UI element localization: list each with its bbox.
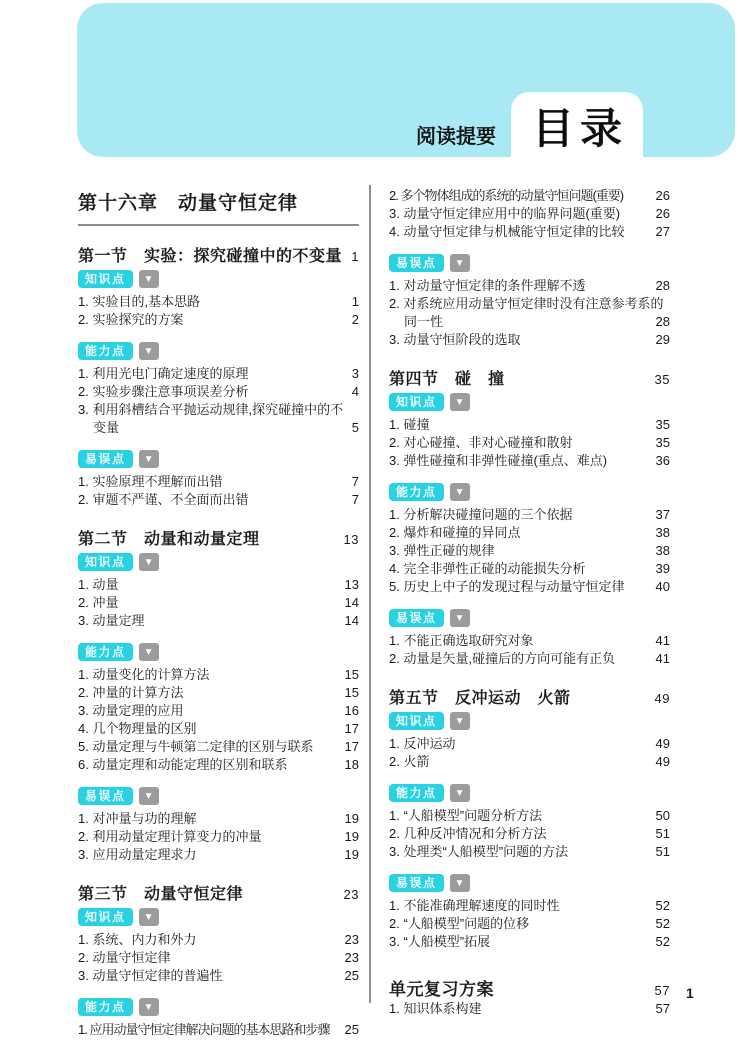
page-number: 28: [655, 278, 670, 293]
page-number: 41: [655, 651, 670, 666]
item-text: 1. 不能准确理解速度的同时性: [389, 898, 560, 913]
toc-item: [78, 756, 359, 774]
toc-item: [78, 576, 359, 594]
toc-item: [78, 1021, 359, 1039]
page-number: 35: [655, 435, 670, 450]
page-number: 51: [655, 844, 670, 859]
toc-item: [78, 311, 359, 329]
section-title: 单元复习方案: [389, 980, 494, 999]
item-text: 2. 冲量: [78, 595, 119, 610]
dropdown-triangle-icon: ▼: [450, 609, 470, 627]
toc-item: [389, 632, 670, 650]
toc-item: [389, 187, 670, 205]
item-text: 1. 对动量守恒定律的条件理解不透: [389, 278, 586, 293]
item-text: 1. 知识体系构建: [389, 1001, 482, 1016]
dropdown-triangle-icon: ▼: [450, 483, 470, 501]
item-text: 1. 动量变化的计算方法: [78, 667, 210, 682]
item-text: 1. 实验原理不理解而出错: [78, 474, 223, 489]
page-number: 23: [343, 887, 359, 902]
badge-row: [389, 254, 670, 272]
toc-item: [389, 542, 670, 560]
toc-section-heading: [78, 243, 359, 266]
page-number: 7: [351, 474, 359, 489]
item-text: 3. 弹性正碰的规律: [389, 543, 495, 558]
item-text: 3. 应用动量定理求力: [78, 847, 197, 862]
knowledge-badge: 知识点: [78, 553, 133, 571]
page-number: 16: [344, 703, 359, 718]
item-text: 2. 实验探究的方案: [78, 312, 184, 327]
item-text: 3. 动量守恒定律应用中的临界问题(重要): [389, 206, 621, 221]
toc-item: [78, 931, 359, 949]
toc-item: [389, 223, 670, 241]
ability-badge: 能力点: [78, 643, 133, 661]
page-number: 15: [344, 685, 359, 700]
badge-row: [78, 998, 359, 1016]
item-text: 1. 系统、内力和外力: [78, 932, 197, 947]
ability-badge: 能力点: [78, 998, 133, 1016]
toc-item: [78, 828, 359, 846]
page-number: 13: [343, 532, 359, 547]
toc-item: [389, 277, 670, 295]
toc-item: [78, 401, 359, 437]
badge-row: [78, 908, 359, 926]
page-number: 25: [344, 968, 359, 983]
ability-badge: 能力点: [389, 784, 444, 802]
item-text: 2. 实验步骤注意事项误差分析: [78, 384, 249, 399]
page-number: 39: [655, 561, 670, 576]
toc-item: [78, 365, 359, 383]
knowledge-badge: 知识点: [78, 908, 133, 926]
ability-badge: 能力点: [389, 483, 444, 501]
item-text: 1. 应用动量守恒定律解决问题的基本思路和步骤: [78, 1022, 330, 1037]
toc-title-box: [511, 92, 643, 160]
badge-row: [389, 609, 670, 627]
item-text: 6. 动量定理和动能定理的区别和联系: [78, 757, 288, 772]
page-number: 28: [655, 314, 670, 329]
item-text: 2. 爆炸和碰撞的异同点: [389, 525, 521, 540]
error-badge: 易误点: [389, 609, 444, 627]
toc-section-heading: [389, 685, 670, 708]
dropdown-triangle-icon: ▼: [139, 270, 159, 288]
page-number: 19: [344, 811, 359, 826]
item-text: 2. “人船模型”问题的位移: [389, 916, 530, 931]
dropdown-triangle-icon: ▼: [139, 553, 159, 571]
item-text: 2. 动量是矢量,碰撞后的方向可能有正负: [389, 651, 616, 666]
section-title: 第一节 实验：探究碰撞中的不变量: [78, 248, 343, 265]
item-continuation: [389, 313, 670, 331]
toc-item: [389, 524, 670, 542]
item-text: 5. 动量定理与牛顿第二定律的区别与联系: [78, 739, 314, 754]
item-text: 1. 对冲量与功的理解: [78, 811, 197, 826]
item-text: 3. 弹性碰撞和非弹性碰撞(重点、难点): [389, 453, 608, 468]
badge-row: [389, 483, 670, 501]
page-number: 49: [655, 754, 670, 769]
knowledge-badge: 知识点: [78, 270, 133, 288]
toc-item: [78, 684, 359, 702]
chapter-title: 第十六章 动量守恒定律: [78, 193, 299, 214]
page-number: 7: [351, 492, 359, 507]
item-text: 2. 审题不严谨、不全面而出错: [78, 492, 249, 507]
item-text: 4. 几个物理量的区别: [78, 721, 197, 736]
toc-item: [389, 331, 670, 349]
dropdown-triangle-icon: ▼: [139, 342, 159, 360]
dropdown-triangle-icon: ▼: [450, 254, 470, 272]
toc-item: [78, 720, 359, 738]
page-title: 目录: [531, 105, 628, 152]
toc-item: [78, 491, 359, 509]
section-title: 第二节 动量和动量定理: [78, 531, 260, 548]
reading-summary-label: 阅读提要: [416, 126, 496, 148]
page-number: 40: [655, 579, 670, 594]
page-number: 52: [655, 898, 670, 913]
item-text: 2. 对系统应用动量守恒定律时没有注意参考系的: [389, 296, 664, 311]
page-number: 14: [344, 613, 359, 628]
toc-item: [389, 205, 670, 223]
dropdown-triangle-icon: ▼: [450, 393, 470, 411]
item-text: 同一性: [404, 314, 444, 329]
item-continuation: [78, 419, 359, 437]
toc-item: [389, 897, 670, 915]
error-badge: 易误点: [78, 787, 133, 805]
page-number: 41: [655, 633, 670, 648]
item-text: 3. 动量定理的应用: [78, 703, 184, 718]
item-text: 2. 对心碰撞、非对心碰撞和散射: [389, 435, 573, 450]
page-number: 4: [351, 384, 359, 399]
dropdown-triangle-icon: ▼: [450, 874, 470, 892]
item-text: 3. 处理类“人船模型”问题的方法: [389, 844, 569, 859]
toc-item: [78, 293, 359, 311]
page-number: 1: [351, 249, 359, 264]
toc-item: [389, 933, 670, 951]
toc-item: [389, 843, 670, 861]
page-number: 36: [655, 453, 670, 468]
page-number: 29: [655, 332, 670, 347]
toc-section-heading: [389, 975, 670, 1000]
error-badge: 易误点: [389, 874, 444, 892]
dropdown-triangle-icon: ▼: [139, 908, 159, 926]
toc-item: [78, 383, 359, 401]
toc-item: [389, 434, 670, 452]
dropdown-triangle-icon: ▼: [450, 784, 470, 802]
item-text: 3. 动量守恒阶段的选取: [389, 332, 521, 347]
toc-item: [389, 416, 670, 434]
toc-item: [389, 506, 670, 524]
toc-item: [78, 702, 359, 720]
toc-item: [78, 967, 359, 985]
badge-row: [389, 874, 670, 892]
toc-item: [389, 807, 670, 825]
toc-column-left: [78, 187, 359, 1039]
toc-item: [78, 473, 359, 491]
toc-section-heading: [78, 526, 359, 549]
page-number: 27: [655, 224, 670, 239]
section-title: 第五节 反冲运动 火箭: [389, 690, 571, 707]
item-text: 1. 不能正确选取研究对象: [389, 633, 534, 648]
badge-row: [78, 553, 359, 571]
badge-row: [389, 712, 670, 730]
toc-item: [389, 650, 670, 668]
page-number: 25: [344, 1022, 359, 1037]
page-number: 38: [655, 525, 670, 540]
dropdown-triangle-icon: ▼: [139, 998, 159, 1016]
toc-item: [389, 753, 670, 771]
badge-row: [78, 342, 359, 360]
item-text: 2. 几种反冲情况和分析方法: [389, 826, 547, 841]
toc-section-heading: [389, 366, 670, 389]
page-number: 23: [344, 950, 359, 965]
page-number: 35: [654, 372, 670, 387]
page-number: 1: [351, 294, 359, 309]
item-text: 1. 分析解决碰撞问题的三个依据: [389, 507, 573, 522]
page-number: 17: [344, 739, 359, 754]
toc-item: [389, 452, 670, 470]
badge-row: [389, 784, 670, 802]
toc-item: [78, 949, 359, 967]
dropdown-triangle-icon: ▼: [139, 643, 159, 661]
page-number: 57: [655, 1001, 670, 1016]
page-number: 13: [344, 577, 359, 592]
toc-column-right: [389, 187, 670, 1018]
page-number: 14: [344, 595, 359, 610]
toc-item: [389, 560, 670, 578]
badge-row: [78, 270, 359, 288]
page-number: 5: [351, 420, 359, 435]
item-text: 1. 动量: [78, 577, 119, 592]
item-text: 2. 冲量的计算方法: [78, 685, 184, 700]
page-number: 2: [351, 312, 359, 327]
toc-item: [78, 810, 359, 828]
footer-page-number: 1: [686, 985, 694, 1001]
page-number: 18: [344, 757, 359, 772]
dropdown-triangle-icon: ▼: [139, 450, 159, 468]
toc-item: [78, 612, 359, 630]
column-divider: [369, 185, 371, 1003]
page-number: 37: [655, 507, 670, 522]
error-badge: 易误点: [389, 254, 444, 272]
page-number: 49: [654, 691, 670, 706]
toc-section-heading: [78, 881, 359, 904]
page-number: 15: [344, 667, 359, 682]
item-text: 2. 多个物体组成的系统的动量守恒问题(重要): [389, 188, 624, 203]
page-number: 19: [344, 847, 359, 862]
toc-item: [389, 295, 670, 331]
page-number: 52: [655, 934, 670, 949]
toc-item: [78, 846, 359, 864]
page-number: 3: [351, 366, 359, 381]
knowledge-badge: 知识点: [389, 393, 444, 411]
toc-item: [389, 825, 670, 843]
chapter-heading: [78, 187, 359, 226]
page-number: 26: [655, 188, 670, 203]
item-text: 变量: [93, 420, 120, 435]
item-text: 3. 利用斜槽结合平抛运动规律,探究碰撞中的不: [78, 402, 344, 417]
page-number: 57: [654, 983, 670, 998]
toc-item: [389, 578, 670, 596]
page-number: 38: [655, 543, 670, 558]
page-number: 19: [344, 829, 359, 844]
item-text: 4. 完全非弹性正碰的动能损失分析: [389, 561, 586, 576]
page-number: 17: [344, 721, 359, 736]
page-number: 49: [655, 736, 670, 751]
item-text: 2. 利用动量定理计算变力的冲量: [78, 829, 262, 844]
ability-badge: 能力点: [78, 342, 133, 360]
toc-item: [78, 666, 359, 684]
page-number: 23: [344, 932, 359, 947]
error-badge: 易误点: [78, 450, 133, 468]
badge-row: [78, 643, 359, 661]
toc-item: [389, 1000, 670, 1018]
badge-row: [78, 450, 359, 468]
badge-row: [389, 393, 670, 411]
item-text: 1. 利用光电门确定速度的原理: [78, 366, 249, 381]
item-text: 3. 动量守恒定律的普遍性: [78, 968, 223, 983]
page-number: 51: [655, 826, 670, 841]
page-number: 52: [655, 916, 670, 931]
item-text: 2. 动量守恒定律: [78, 950, 171, 965]
item-text: 5. 历史上中子的发现过程与动量守恒定律: [389, 579, 625, 594]
page-number: 26: [655, 206, 670, 221]
section-title: 第三节 动量守恒定律: [78, 886, 244, 903]
item-text: 1. 反冲运动: [389, 736, 456, 751]
toc-item: [78, 594, 359, 612]
badge-row: [78, 787, 359, 805]
section-title: 第四节 碰 撞: [389, 371, 505, 388]
dropdown-triangle-icon: ▼: [450, 712, 470, 730]
item-text: 3. 动量定理: [78, 613, 145, 628]
page-number: 50: [655, 808, 670, 823]
toc-item: [389, 915, 670, 933]
toc-item: [78, 738, 359, 756]
toc-item: [389, 735, 670, 753]
dropdown-triangle-icon: ▼: [139, 787, 159, 805]
item-text: 1. “人船模型”问题分析方法: [389, 808, 543, 823]
item-text: 1. 碰撞: [389, 417, 430, 432]
page-number: 35: [655, 417, 670, 432]
knowledge-badge: 知识点: [389, 712, 444, 730]
item-text: 4. 动量守恒定律与机械能守恒定律的比较: [389, 224, 625, 239]
item-text: 2. 火箭: [389, 754, 430, 769]
item-text: 3. “人船模型”拓展: [389, 934, 491, 949]
item-text: 1. 实验目的,基本思路: [78, 294, 201, 309]
